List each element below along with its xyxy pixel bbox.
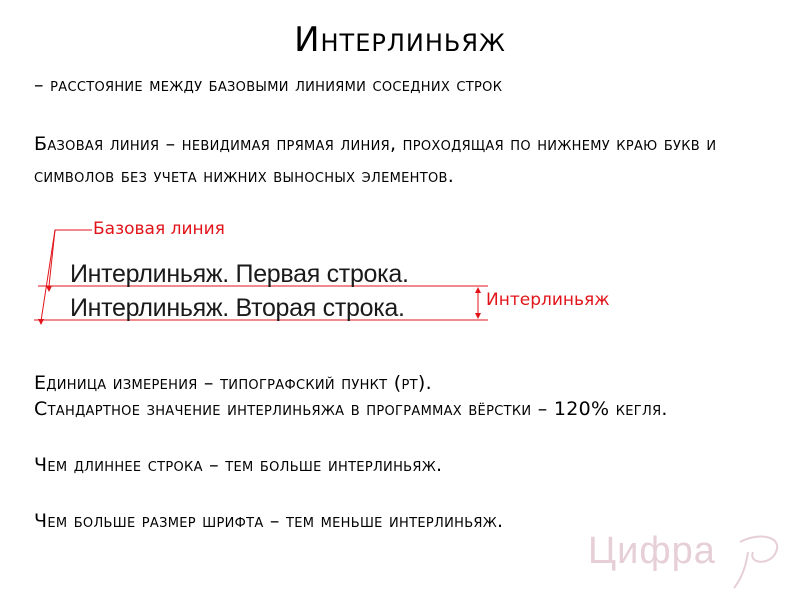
baseline-definition-text: Базовая линия – невидимая прямая линия, проходящая по нижнему краю букв и символов без учета нижних выносных элементов. bbox=[34, 133, 717, 187]
leading-arrow-top bbox=[475, 287, 481, 293]
baseline-label: Базовая линия bbox=[93, 219, 225, 239]
leading-arrow-bottom bbox=[475, 313, 481, 319]
leading-label: Интерлиньяж bbox=[486, 290, 610, 310]
baseline-leader-branch bbox=[49, 230, 55, 286]
leading-diagram bbox=[0, 210, 800, 340]
definition-text: – расстояние между базовыми линиями соседних строк bbox=[34, 74, 503, 96]
line-length-rule-text: Чем длиннее строка – тем больше интерлиньяж. bbox=[34, 454, 443, 476]
slide-title: Интерлиньяж bbox=[294, 20, 506, 60]
standard-value-text: Стандартное значение интерлиньяжа в программах вёрстки – 120% кегля. bbox=[34, 398, 668, 420]
logo-swirl-icon bbox=[588, 530, 788, 590]
unit-text: Единица измерения – типографский пункт (pt). bbox=[34, 372, 432, 394]
font-size-rule-text: Чем больше размер шрифта – тем меньше интерлиньяж. bbox=[34, 510, 504, 532]
logo-text: Цифра bbox=[588, 530, 716, 572]
arrowhead-upper bbox=[46, 286, 52, 292]
brand-logo bbox=[588, 530, 788, 590]
sample-line-1: Интерлиньяж. Первая строка. bbox=[70, 260, 409, 288]
sample-line-2: Интерлиньяж. Вторая строка. bbox=[70, 294, 405, 322]
